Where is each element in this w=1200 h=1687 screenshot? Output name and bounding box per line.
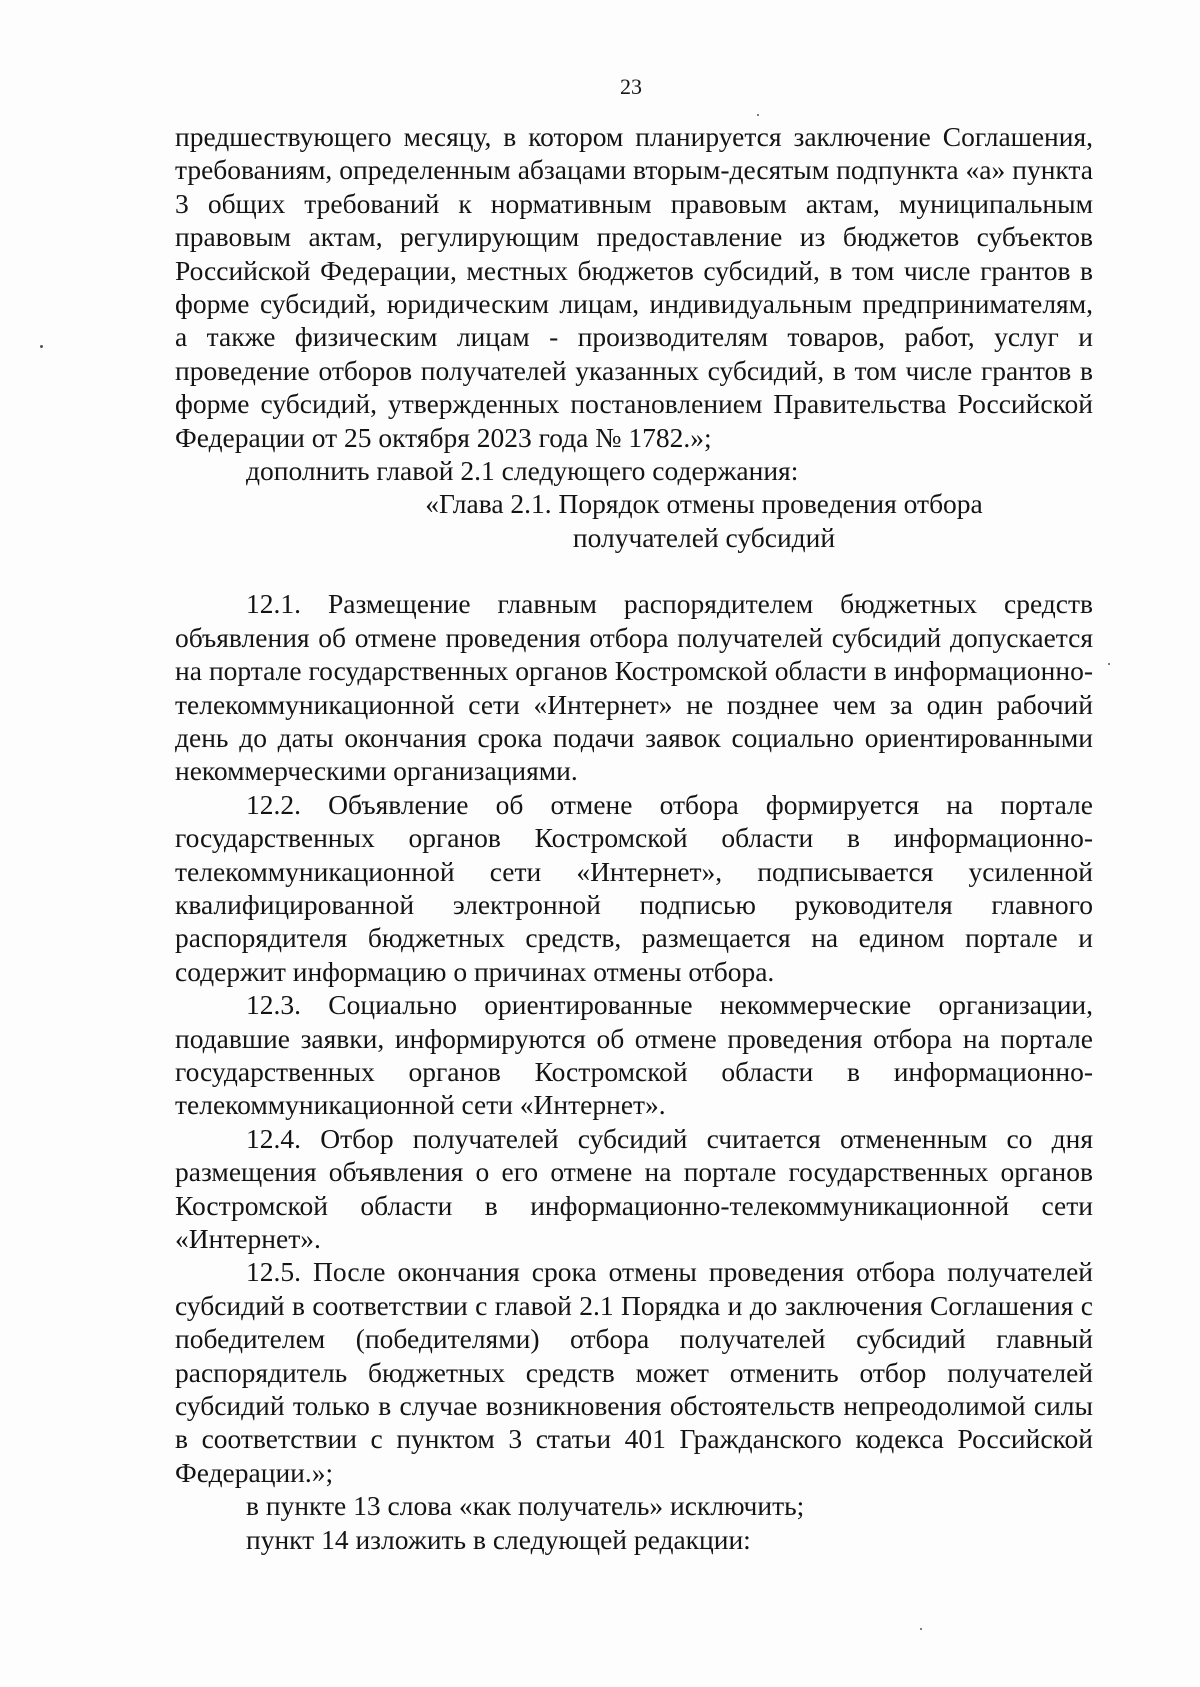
paragraph-point-14: пункт 14 изложить в следующей редакции: — [246, 1523, 751, 1555]
scan-speck — [920, 1628, 922, 1630]
scan-speck — [40, 345, 43, 348]
paragraph-point-13: в пункте 13 слова «как получатель» исключить; — [246, 1490, 805, 1522]
heading-spacer — [175, 554, 1093, 587]
paragraph-12-4: 12.4. Отбор получателей субсидий считается отмененным со дня размещения объявления о его отмене на портале государственных органов Костромской области в информационно-телекоммуникационной сети «Интернет». — [175, 1122, 1093, 1254]
paragraph-add-chapter: дополнить главой 2.1 следующего содержания: — [246, 455, 799, 487]
paragraph-12-1: 12.1. Размещение главным распорядителем бюджетных средств объявления об отмене проведения отбора получателей субсидий допускается на портале государственных органов Костромской области в информационно-телекоммуникационной сети «Интернет» не позднее чем за один рабочий день до даты окончания срока подачи заявок социально ориентированными некоммерческими организациями. — [175, 588, 1093, 787]
paragraph-continuation: предшествующего месяцу, в котором планируется заключение Соглашения, требованиям, определенным абзацами вторым-десятым подпункта «а» пункта 3 общих требований к нормативным правовым актам, муниципальным правовым актам, регулирующим предоставление из бюджетов субъектов Российской Федерации, местных бюджетов субсидий, в том числе грантов в форме субсидий, юридическим лицам, индивидуальным предпринимателям, а также физическим лицам - производителям товаров, работ, услуг и проведение отборов получателей указанных субсидий, в том числе грантов в форме субсидий, утвержденных постановлением Правительства Российской Федерации от 25 октября 2023 года № 1782.»; — [175, 121, 1093, 453]
document-body — [175, 120, 1093, 1556]
paragraph-12-5: 12.5. После окончания срока отмены проведения отбора получателей субсидий в соответствии с главой 2.1 Порядка и до заключения Соглашения с победителем (победителями) отбора получателей субсидий главный распорядитель бюджетных средств может отменить отбор получателей субсидий только в случае возникновения обстоятельств непреодолимой силы в соответствии с пунктом 3 статьи 401 Гражданского кодекса Российской Федерации.»; — [175, 1256, 1093, 1488]
paragraph-12-3: 12.3. Социально ориентированные некоммерческие организации, подавшие заявки, информируются об отмене проведения отбора на портале государственных органов Костромской области в информационно-телекоммуникационной сети «Интернет». — [175, 989, 1093, 1121]
chapter-heading-line-2: получателей субсидий — [572, 521, 836, 553]
chapter-heading-line-1: «Глава 2.1. Порядок отмены проведения отбора — [425, 488, 983, 520]
paragraph-12-2: 12.2. Объявление об отмене отбора формируется на портале государственных органов Костромской области в информационно-телекоммуникационной сети «Интернет», подписывается усиленной квалифицированной электронной подписью руководителя главного распорядителя бюджетных средств, размещается на едином портале и содержит информацию о причинах отмены отбора. — [175, 788, 1093, 987]
scan-speck — [1108, 663, 1110, 665]
page-number: 23 — [620, 74, 642, 99]
scan-speck — [757, 114, 759, 116]
